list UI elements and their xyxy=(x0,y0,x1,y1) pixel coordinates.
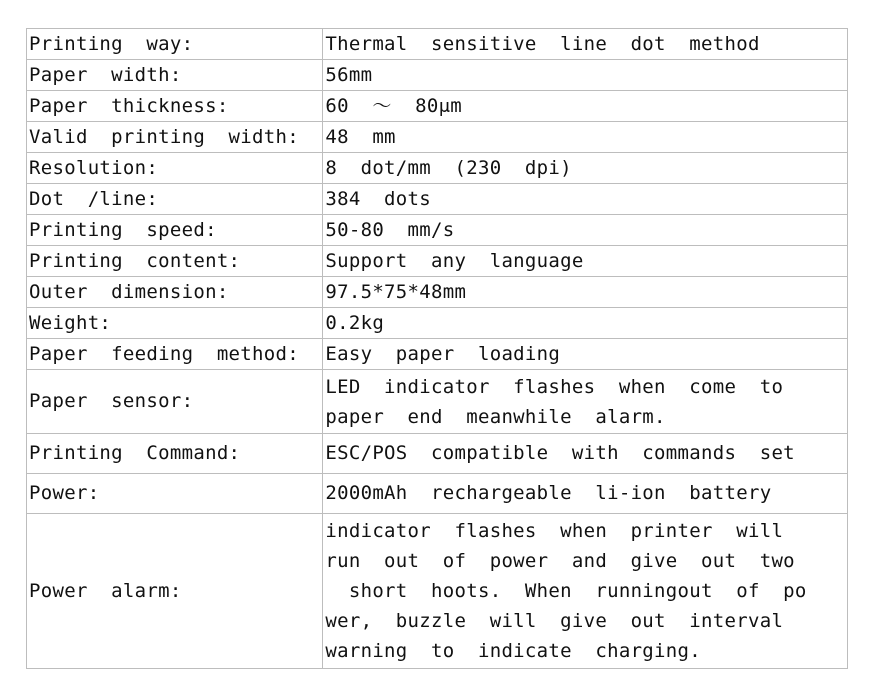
spec-label: Weight: xyxy=(27,308,323,339)
table-row xyxy=(27,246,848,277)
spec-value: 0.2kg xyxy=(323,308,848,339)
table-row xyxy=(27,370,848,434)
table-row xyxy=(27,60,848,91)
spec-label: Outer dimension: xyxy=(27,277,323,308)
spec-value: Support any language xyxy=(323,246,848,277)
table-row xyxy=(27,122,848,153)
spec-value: 60 ～ 80μm xyxy=(323,91,848,122)
spec-value: indicator flashes when printer will run out of power and give out two short hoots. When runningout of po wer, buzzle will give out interval warning to indicate charging. xyxy=(323,514,848,669)
spec-value: 2000mAh rechargeable li-ion battery xyxy=(323,474,848,514)
spec-value: 384 dots xyxy=(323,184,848,215)
spec-label: Valid printing width: xyxy=(27,122,323,153)
spec-label: Paper thickness: xyxy=(27,91,323,122)
table-row xyxy=(27,339,848,370)
spec-label: Dot /line: xyxy=(27,184,323,215)
spec-value: 50-80 mm/s xyxy=(323,215,848,246)
spec-label: Paper width: xyxy=(27,60,323,91)
spec-label: Printing speed: xyxy=(27,215,323,246)
spec-value: 97.5*75*48mm xyxy=(323,277,848,308)
table-row xyxy=(27,184,848,215)
table-row xyxy=(27,215,848,246)
spec-label: Paper feeding method: xyxy=(27,339,323,370)
spec-label: Power: xyxy=(27,474,323,514)
spec-label: Printing content: xyxy=(27,246,323,277)
table-row xyxy=(27,91,848,122)
table-row xyxy=(27,153,848,184)
table-row xyxy=(27,474,848,514)
table-row xyxy=(27,308,848,339)
table-row xyxy=(27,29,848,60)
spec-label: Paper sensor: xyxy=(27,370,323,434)
spec-table xyxy=(26,28,848,669)
table-row xyxy=(27,514,848,669)
spec-label: Power alarm: xyxy=(27,514,323,669)
table-row xyxy=(27,434,848,474)
spec-value: LED indicator flashes when come to paper end meanwhile alarm. xyxy=(323,370,848,434)
spec-label: Printing way: xyxy=(27,29,323,60)
spec-value: Easy paper loading xyxy=(323,339,848,370)
spec-value: 48 mm xyxy=(323,122,848,153)
spec-value: 56mm xyxy=(323,60,848,91)
spec-label: Resolution: xyxy=(27,153,323,184)
spec-label: Printing Command: xyxy=(27,434,323,474)
spec-value: 8 dot/mm (230 dpi) xyxy=(323,153,848,184)
spec-value: Thermal sensitive line dot method xyxy=(323,29,848,60)
spec-value: ESC/POS compatible with commands set xyxy=(323,434,848,474)
table-row xyxy=(27,277,848,308)
